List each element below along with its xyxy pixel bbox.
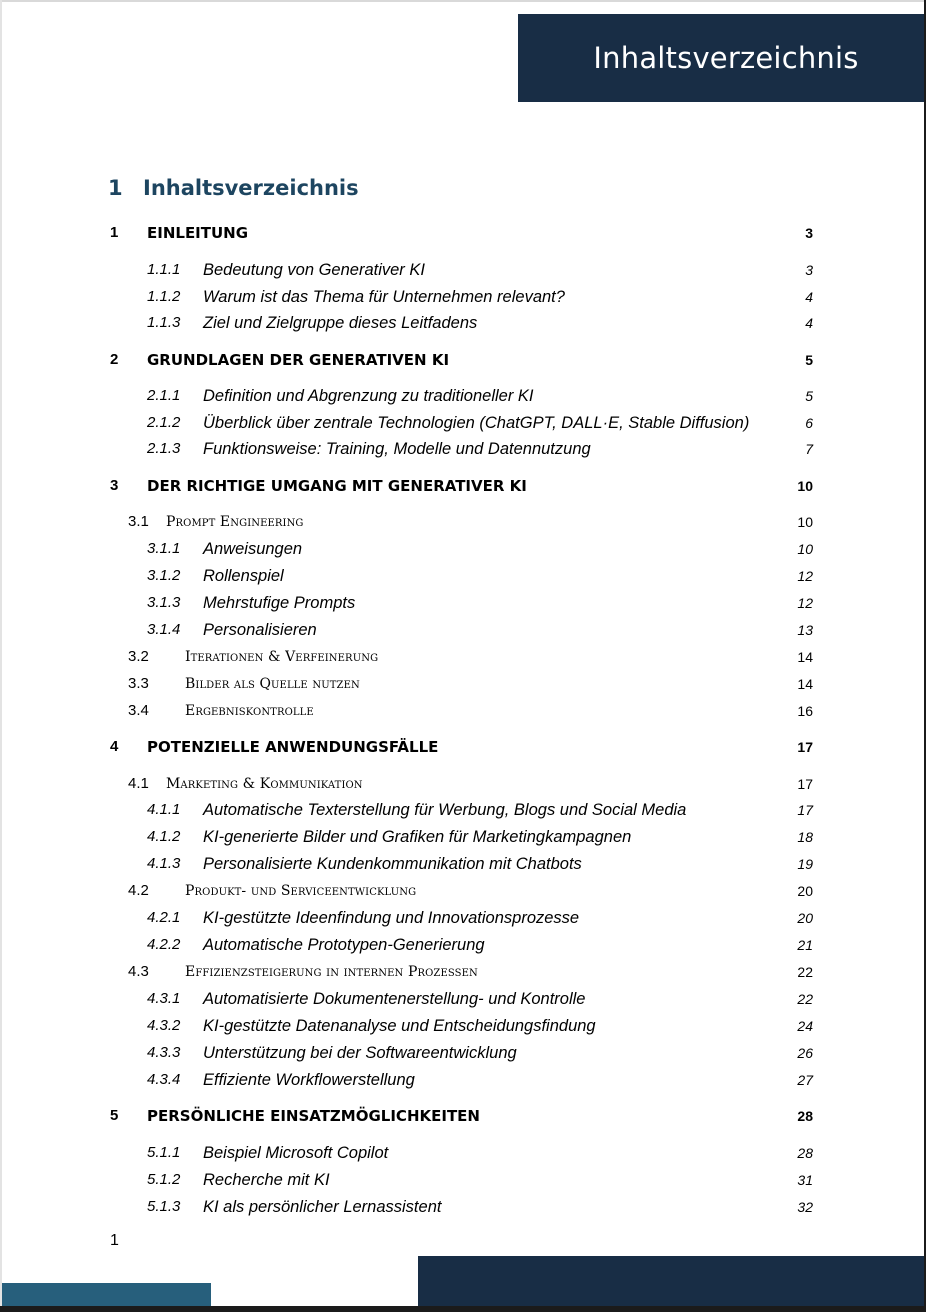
toc-entry-title: Personalisierte Kundenkommunikation mit Chatbots — [203, 855, 582, 873]
toc-entry-page: 22 — [797, 964, 813, 980]
toc-entry-level-2[interactable] — [0, 961, 926, 983]
toc-entry-title: Iterationen & Verfeinerung — [185, 649, 379, 665]
toc-entry-level-1[interactable] — [0, 222, 926, 244]
toc-entry-page: 16 — [797, 703, 813, 719]
toc-entry-number: 1 — [110, 224, 119, 241]
toc-entry-title: Automatische Texterstellung für Werbung, Blogs und Social Media — [203, 801, 687, 819]
toc-entry-number: 4.1.3 — [147, 855, 181, 872]
toc-entry-title: Produkt- und Serviceentwicklung — [185, 883, 417, 899]
toc-heading-title: Inhaltsverzeichnis — [143, 176, 359, 200]
toc-entry-number: 4.2 — [128, 882, 149, 899]
toc-entry-title: Automatische Prototypen-Generierung — [203, 936, 485, 954]
toc-entry-page: 21 — [797, 937, 813, 953]
toc-entry-level-3[interactable] — [0, 592, 926, 614]
toc-entry-page: 27 — [797, 1072, 813, 1088]
toc-entry-page: 10 — [797, 541, 813, 557]
toc-entry-title: PERSÖNLICHE EINSATZMÖGLICHKEITEN — [147, 1107, 480, 1125]
toc-entry-level-3[interactable] — [0, 412, 926, 434]
toc-entry-number: 4.2.1 — [147, 909, 181, 926]
toc-entry-title: GRUNDLAGEN DER GENERATIVEN KI — [147, 351, 450, 369]
toc-entry-page: 13 — [797, 622, 813, 638]
toc-entry-title: Unterstützung bei der Softwareentwicklung — [203, 1044, 517, 1062]
toc-entry-number: 4.3.4 — [147, 1071, 181, 1088]
toc-entry-number: 3.1.4 — [147, 621, 181, 638]
toc-entry-page: 19 — [797, 856, 813, 872]
toc-heading — [108, 176, 359, 200]
toc-entry-title: Rollenspiel — [203, 567, 284, 585]
toc-entry-number: 2.1.2 — [147, 414, 181, 431]
toc-entry-level-1[interactable] — [0, 736, 926, 758]
toc-entry-title: Personalisieren — [203, 621, 317, 639]
toc-entry-level-2[interactable] — [0, 773, 926, 795]
toc-entry-page: 31 — [797, 1172, 813, 1188]
footer-accent-bar — [2, 1283, 211, 1306]
toc-entry-level-2[interactable] — [0, 673, 926, 695]
toc-entry-level-3[interactable] — [0, 438, 926, 460]
toc-entry-page: 14 — [797, 649, 813, 665]
toc-entry-number: 5.1.3 — [147, 1198, 181, 1215]
header-title: Inhaltsverzeichnis — [593, 41, 859, 75]
toc-entry-number: 3.1.2 — [147, 567, 181, 584]
toc-entry-title: Effiziente Workflowerstellung — [203, 1071, 415, 1089]
toc-entry-page: 3 — [805, 225, 813, 241]
toc-entry-page: 10 — [797, 478, 813, 494]
toc-entry-level-1[interactable] — [0, 349, 926, 371]
toc-entry-level-3[interactable] — [0, 826, 926, 848]
toc-entry-number: 5 — [110, 1107, 119, 1124]
toc-entry-page: 10 — [797, 514, 813, 530]
toc-entry-number: 3 — [110, 477, 119, 494]
toc-entry-number: 4.1 — [128, 775, 149, 792]
toc-entry-page: 18 — [797, 829, 813, 845]
toc-entry-title: Effizienzsteigerung in internen Prozessen — [185, 964, 478, 980]
toc-entry-number: 1.1.3 — [147, 314, 181, 331]
toc-entry-page: 12 — [797, 568, 813, 584]
toc-entry-level-3[interactable] — [0, 286, 926, 308]
toc-entry-level-1[interactable] — [0, 475, 926, 497]
toc-entry-page: 3 — [805, 262, 813, 278]
toc-entry-level-3[interactable] — [0, 1069, 926, 1091]
toc-entry-page: 28 — [797, 1108, 813, 1124]
toc-heading-number: 1 — [108, 176, 123, 200]
toc-entry-page: 20 — [797, 883, 813, 899]
toc-entry-title: Beispiel Microsoft Copilot — [203, 1144, 389, 1162]
toc-entry-title: Überblick über zentrale Technologien (ChatGPT, DALL·E, Stable Diffusion) — [203, 414, 750, 432]
toc-entry-level-3[interactable] — [0, 1015, 926, 1037]
toc-entry-level-3[interactable] — [0, 934, 926, 956]
toc-entry-page: 28 — [797, 1145, 813, 1161]
toc-entry-number: 3.1.1 — [147, 540, 181, 557]
toc-entry-page: 14 — [797, 676, 813, 692]
toc-entry-title: POTENZIELLE ANWENDUNGSFÄLLE — [147, 738, 439, 756]
toc-entry-title: Recherche mit KI — [203, 1171, 330, 1189]
toc-entry-level-3[interactable] — [0, 853, 926, 875]
toc-entry-number: 4.2.2 — [147, 936, 181, 953]
toc-entry-title: Funktionsweise: Training, Modelle und Datennutzung — [203, 440, 591, 458]
toc-entry-title: Anweisungen — [203, 540, 303, 558]
toc-entry-level-3[interactable] — [0, 907, 926, 929]
toc-entry-title: Mehrstufige Prompts — [203, 594, 356, 612]
toc-entry-title: Definition und Abgrenzung zu traditioneller KI — [203, 387, 534, 405]
toc-entry-page: 32 — [797, 1199, 813, 1215]
toc-entry-title: KI-generierte Bilder und Grafiken für Marketingkampagnen — [203, 828, 632, 846]
toc-entry-level-3[interactable] — [0, 988, 926, 1010]
toc-entry-number: 3.3 — [128, 675, 149, 692]
toc-entry-number: 1.1.1 — [147, 261, 181, 278]
toc-entry-title: Marketing & Kommunikation — [166, 776, 363, 792]
toc-entry-title: Bilder als Quelle nutzen — [185, 676, 360, 692]
toc-entry-level-3[interactable] — [0, 799, 926, 821]
toc-entry-number: 4.3 — [128, 963, 149, 980]
toc-entry-number: 3.2 — [128, 648, 149, 665]
toc-entry-page: 7 — [805, 441, 813, 457]
toc-entry-page: 17 — [797, 739, 813, 755]
toc-entry-title: Ziel und Zielgruppe dieses Leitfadens — [203, 314, 478, 332]
toc-entry-level-3[interactable] — [0, 1169, 926, 1191]
toc-entry-level-3[interactable] — [0, 1042, 926, 1064]
toc-entry-page: 17 — [797, 802, 813, 818]
toc-entry-number: 2.1.3 — [147, 440, 181, 457]
toc-entry-number: 4.3.3 — [147, 1044, 181, 1061]
toc-entry-page: 17 — [797, 776, 813, 792]
toc-entry-title: Ergebniskontrolle — [185, 703, 314, 719]
toc-entry-page: 12 — [797, 595, 813, 611]
toc-entry-page: 6 — [805, 415, 813, 431]
toc-entry-number: 4.1.1 — [147, 801, 181, 818]
toc-entry-number: 2 — [110, 351, 119, 368]
toc-entry-title: Bedeutung von Generativer KI — [203, 261, 425, 279]
toc-entry-level-2[interactable] — [0, 511, 926, 533]
toc-entry-title: Automatisierte Dokumentenerstellung- und Kontrolle — [203, 990, 586, 1008]
toc-entry-number: 3.1 — [128, 513, 149, 530]
toc-entry-title: KI als persönlicher Lernassistent — [203, 1198, 442, 1216]
toc-entry-title: Prompt Engineering — [166, 514, 304, 530]
toc-entry-number: 1.1.2 — [147, 288, 181, 305]
toc-entry-level-3[interactable] — [0, 312, 926, 334]
toc-entry-title: KI-gestützte Ideenfindung und Innovationsprozesse — [203, 909, 580, 927]
toc-entry-number: 2.1.1 — [147, 387, 181, 404]
page-number: 1 — [110, 1232, 119, 1249]
toc-entry-level-3[interactable] — [0, 1142, 926, 1164]
toc-entry-page: 5 — [805, 352, 813, 368]
page-top-edge — [0, 0, 926, 2]
toc-entry-page: 4 — [805, 315, 813, 331]
toc-entry-level-3[interactable] — [0, 565, 926, 587]
toc-entry-page: 5 — [805, 388, 813, 404]
toc-entry-title: EINLEITUNG — [147, 224, 249, 242]
toc-entry-page: 26 — [797, 1045, 813, 1061]
toc-entry-level-2[interactable] — [0, 646, 926, 668]
footer-banner — [418, 1256, 924, 1306]
toc-entry-number: 5.1.2 — [147, 1171, 181, 1188]
toc-entry-page: 20 — [797, 910, 813, 926]
toc-entry-number: 4.1.2 — [147, 828, 181, 845]
toc-entry-level-3[interactable] — [0, 385, 926, 407]
header-banner — [518, 14, 924, 102]
toc-entry-level-3[interactable] — [0, 538, 926, 560]
toc-entry-page: 4 — [805, 289, 813, 305]
toc-entry-number: 4 — [110, 738, 119, 755]
toc-entry-title: Warum ist das Thema für Unternehmen relevant? — [203, 288, 565, 306]
toc-entry-level-3[interactable] — [0, 619, 926, 641]
toc-entry-level-3[interactable] — [0, 259, 926, 281]
toc-entry-page: 24 — [797, 1018, 813, 1034]
toc-entry-level-2[interactable] — [0, 700, 926, 722]
toc-entry-number: 3.1.3 — [147, 594, 181, 611]
toc-entry-title: KI-gestützte Datenanalyse und Entscheidungsfindung — [203, 1017, 596, 1035]
toc-entry-number: 3.4 — [128, 702, 149, 719]
toc-entry-title: DER RICHTIGE UMGANG MIT GENERATIVER KI — [147, 477, 527, 495]
toc-entry-number: 4.3.1 — [147, 990, 181, 1007]
toc-entry-level-2[interactable] — [0, 880, 926, 902]
toc-entry-number: 4.3.2 — [147, 1017, 181, 1034]
toc-entry-page: 22 — [797, 991, 813, 1007]
toc-entry-number: 5.1.1 — [147, 1144, 181, 1161]
toc-entry-level-1[interactable] — [0, 1105, 926, 1127]
toc-entry-level-3[interactable] — [0, 1196, 926, 1218]
